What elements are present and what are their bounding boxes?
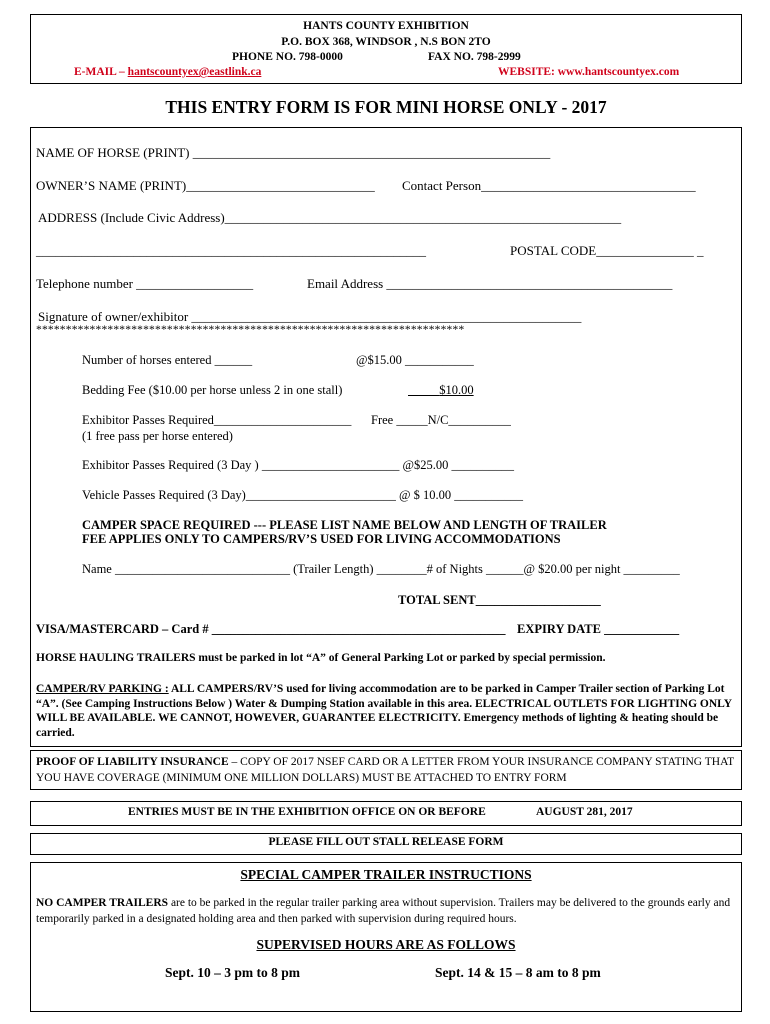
camper-instructions-text: [36, 895, 736, 927]
signature-field[interactable]: Signature of owner/exhibitor ____________________________________________________________: [38, 309, 582, 324]
org-name: HANTS COUNTY EXHIBITION: [303, 20, 469, 32]
deadline-notice: ENTRIES MUST BE IN THE EXHIBITION OFFICE ON OR BEFORE: [128, 806, 486, 818]
bedding-fee-label: Bedding Fee ($10.00 per horse unless 2 in one stall): [82, 383, 343, 397]
phone-number: PHONE NO. 798-0000: [232, 51, 343, 63]
email-address-field[interactable]: Email Address ____________________________________________: [307, 276, 673, 291]
card-number-field[interactable]: VISA/MASTERCARD – Card # _______________________________________________: [36, 622, 506, 636]
total-label: TOTAL SENT: [398, 593, 476, 607]
website-link[interactable]: WEBSITE: www.hantscountyex.com: [498, 66, 680, 78]
contact-person-field[interactable]: Contact Person_________________________________: [402, 178, 696, 193]
horses-price: @$15.00 ___________: [356, 353, 474, 367]
address-line2-field[interactable]: ____________________________________________________________: [36, 243, 426, 258]
camper-name-field[interactable]: Name ____________________________ (Trailer Length) ________# of Nights ______@ $20.00 per night _________: [82, 562, 680, 576]
deadline-date: AUGUST 281, 2017: [536, 806, 633, 818]
rv-parking-notice: [36, 682, 736, 740]
exhibitor-note: (1 free pass per horse entered): [82, 429, 233, 443]
supervised-hours-heading: SUPERVISED HOURS ARE AS FOLLOWS: [256, 937, 516, 952]
stall-release-notice: PLEASE FILL OUT STALL RELEASE FORM: [268, 836, 504, 848]
total-sent[interactable]: [398, 593, 601, 608]
insurance-heading: PROOF OF LIABILITY INSURANCE: [36, 756, 229, 768]
postal-code-field[interactable]: POSTAL CODE_______________ _: [510, 243, 704, 258]
free-value: _____N/C__________: [396, 413, 511, 427]
horse-name-field[interactable]: NAME OF HORSE (PRINT) _______________________________________________________: [36, 145, 551, 160]
expiry-date-field[interactable]: EXPIRY DATE ____________: [517, 622, 680, 636]
org-address: P.O. BOX 368, WINDSOR , N.S BON 2TO: [281, 36, 491, 48]
bedding-fee-price: [408, 383, 474, 398]
camper-space-line2: FEE APPLIES ONLY TO CAMPERS/RV’S USED FOR LIVING ACCOMMODATIONS: [82, 532, 561, 546]
email-line: [74, 66, 261, 78]
camper-instructions-lead: NO CAMPER TRAILERS: [36, 897, 169, 909]
exhibitor-passes-field[interactable]: Exhibitor Passes Required______________________: [82, 413, 352, 427]
insurance-text: – COPY OF 2017 NSEF CARD OR A LETTER FROM YOUR INSURANCE COMPANY STATING THAT YOU HAVE COVERAGE (MINIMUM ONE MILLION DOLLARS) MUST BE ATTACHED TO ENTRY FORM: [36, 756, 734, 784]
email-link[interactable]: hantscountyex@eastlink.ca: [127, 66, 262, 78]
exhibitor-3day-field[interactable]: Exhibitor Passes Required (3 Day ) ______________________ @$25.00 __________: [82, 458, 514, 472]
supervised-hours-1: Sept. 10 – 3 pm to 8 pm: [165, 965, 301, 980]
address-field[interactable]: ADDRESS (Include Civic Address)_____________________________________________________________: [38, 210, 622, 225]
email-label: E-MAIL –: [74, 66, 128, 78]
owner-name-field[interactable]: OWNER’S NAME (PRINT)_____________________________: [36, 178, 375, 193]
page-title: THIS ENTRY FORM IS FOR MINI HORSE ONLY - 2017: [165, 97, 607, 117]
vehicle-3day-field[interactable]: Vehicle Passes Required (3 Day)________________________ @ $ 10.00 ___________: [82, 488, 523, 502]
supervised-hours-2: Sept. 14 & 15 – 8 am to 8 pm: [435, 965, 601, 980]
camper-instructions-body: are to be parked in the regular trailer parking area without supervision. Trailers may be delivered to the grounds early and temporarily parked in a designated holding area and then parked with supervision during required hours.: [36, 897, 731, 925]
telephone-field[interactable]: Telephone number __________________: [36, 276, 254, 291]
free-label: Free: [371, 413, 397, 427]
insurance-notice: [36, 754, 736, 786]
bedding-price-value: $10.00: [439, 383, 474, 397]
fax-number: FAX NO. 798-2999: [428, 51, 521, 63]
rv-parking-text: ALL CAMPERS/RV’S used for living accommodation are to be parked in Camper Trailer section of Parking Lot “A”. (See Camping Instructions Below ) Water & Dumping Station available in this area. ELECTRICAL OUTLETS FOR LIGHTING ONLY WILL BE AVAILABLE. WE CANNOT, HOWEVER, GUARANTEE ELECTRICITY. Emergency methods of lighting & heating should be carried.: [36, 683, 732, 739]
total-blank: ____________________: [475, 593, 601, 607]
exhibitor-free: [371, 413, 511, 428]
rv-parking-heading: CAMPER/RV PARKING :: [36, 683, 169, 695]
asterisk-divider: ************************************************************************: [36, 324, 465, 336]
horses-entered-field[interactable]: Number of horses entered ______: [82, 353, 253, 367]
camper-space-line1: CAMPER SPACE REQUIRED --- PLEASE LIST NAME BELOW AND LENGTH OF TRAILER: [82, 518, 607, 532]
hauling-notice: HORSE HAULING TRAILERS must be parked in lot “A” of General Parking Lot or parked by special permission.: [36, 652, 606, 664]
camper-instructions-heading: SPECIAL CAMPER TRAILER INSTRUCTIONS: [240, 867, 532, 882]
